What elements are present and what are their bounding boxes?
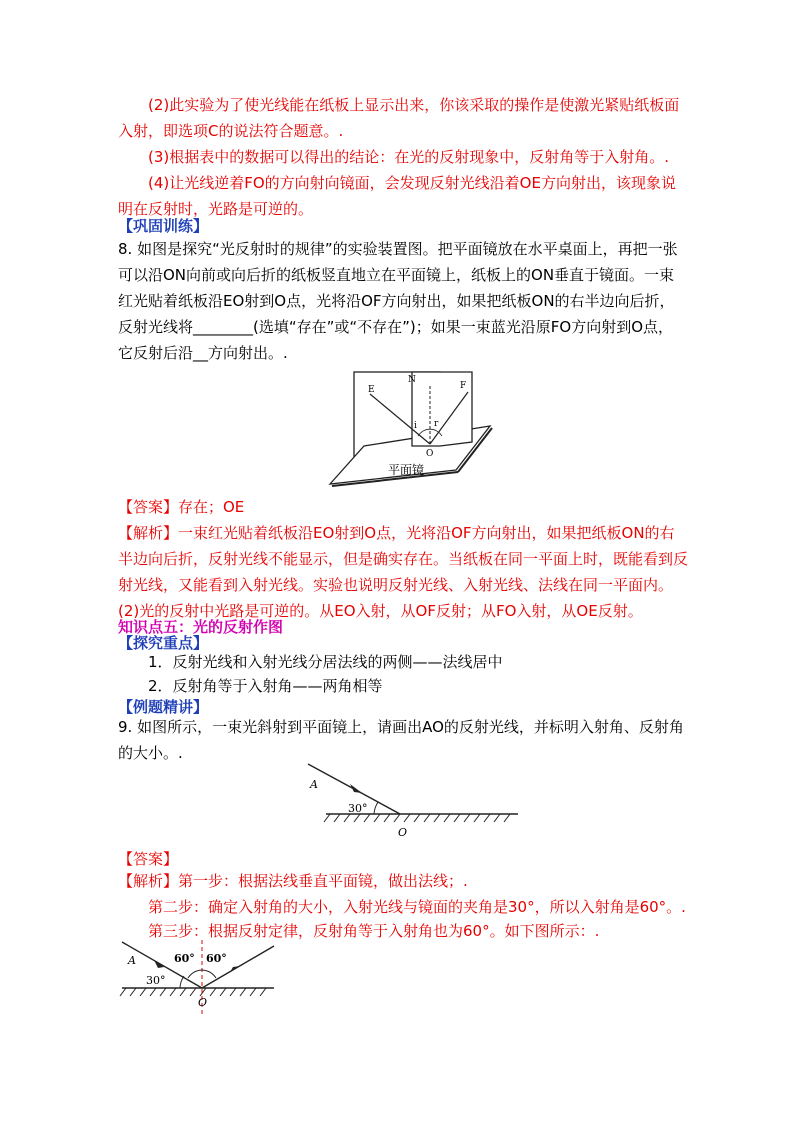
fig1-angle-30: 30° [348, 802, 368, 815]
knowledge-point-title: 知识点五：光的反射作图 [118, 618, 284, 636]
label-O: O [426, 449, 434, 459]
fig1-label-A: A [310, 778, 318, 791]
label-N: N [408, 375, 416, 385]
answer-8: 【答案】存在；OE [118, 498, 245, 516]
explore-item-1: 1．反射光线和入射光线分居法线的两侧——法线居中 [148, 653, 503, 671]
step-3: 第三步：根据反射定律，反射角等于入射角也为60°。如下图所示：. [148, 922, 600, 940]
question-9: 9. 如图所示，一束光斜射到平面镜上，请画出AO的反射光线，并标明入射角、反射角的大小。. [118, 718, 684, 762]
solution-part-4: (4)让光线逆着FO的方向射向镜面，会发现反射光线沿着OE方向射出，该现象说明在反射时，光路是可逆的。 [118, 174, 676, 218]
label-mirror: 平面镜 [388, 463, 425, 477]
step-1: 第一步：根据法线垂直平面镜，做出法线；. [178, 872, 468, 890]
explore-item-2: 2．反射角等于入射角——两角相等 [148, 677, 383, 695]
fig2-label-A: A [128, 954, 136, 967]
analysis-label: 【解析】 [118, 872, 179, 890]
reflection-apparatus-figure [322, 366, 502, 492]
label-i: i [414, 421, 417, 431]
reflection-solution-figure [118, 940, 278, 1016]
label-E: E [368, 385, 375, 395]
examples-heading: 【例题精讲】 [118, 698, 209, 716]
analysis-8: 【解析】一束红光贴着纸板沿EO射到O点，光将沿OF方向射出，如果把纸板ON的右半边向后折，反射光线不能显示，但是确实存在。当纸板在同一平面上时，既能看到反射光线，又能看到入射光线。实验也说明反射光线、入射光线、法线在同一平面内。(2)光的反射中光路是可逆的。从EO入射，从OF反射；从FO入射，从OE反射。 [118, 524, 689, 620]
solution-part-2: (2)此实验为了使光线能在纸板上显示出来，你该采取的操作是使激光紧贴纸板面入射，即选项C的说法符合题意。. [118, 96, 680, 140]
solution-part-3: (3)根据表中的数据可以得出的结论：在光的反射现象中，反射角等于入射角。. [148, 148, 670, 166]
fig1-label-O: O [398, 826, 408, 839]
question-8: 8. 如图是探究“光反射时的规律”的实验装置图。把平面镜放在水平桌面上，再把一张可以沿ON向前或向后折的纸板竖直地立在平面镜上，纸板上的ON垂直于镜面。一束红光贴着纸板沿EO射到O点，光将沿OF方向射出，如果把纸板ON的右半边向后折，反射光线将________(选填“存在”或“不存在”)；如果一束蓝光沿原FO方向射到O点，它反射后沿__方向射出。. [118, 240, 678, 362]
fig2-angle-60-right: 60° [206, 952, 227, 965]
analysis-9 [118, 868, 688, 894]
fig2-angle-60-left: 60° [174, 952, 195, 965]
label-F: F [460, 381, 467, 391]
answer-9: 【答案】 [118, 850, 179, 868]
fig2-angle-30: 30° [146, 974, 166, 987]
incident-ray-figure [304, 760, 524, 840]
step-2: 第二步：确定入射角的大小，入射光线与镜面的夹角是30°，所以入射角是60°。. [148, 898, 686, 916]
fig2-label-O: O [198, 996, 208, 1009]
practice-heading: 【巩固训练】 [118, 217, 209, 235]
label-r: r [434, 419, 439, 429]
explore-heading: 【探究重点】 [118, 634, 209, 652]
